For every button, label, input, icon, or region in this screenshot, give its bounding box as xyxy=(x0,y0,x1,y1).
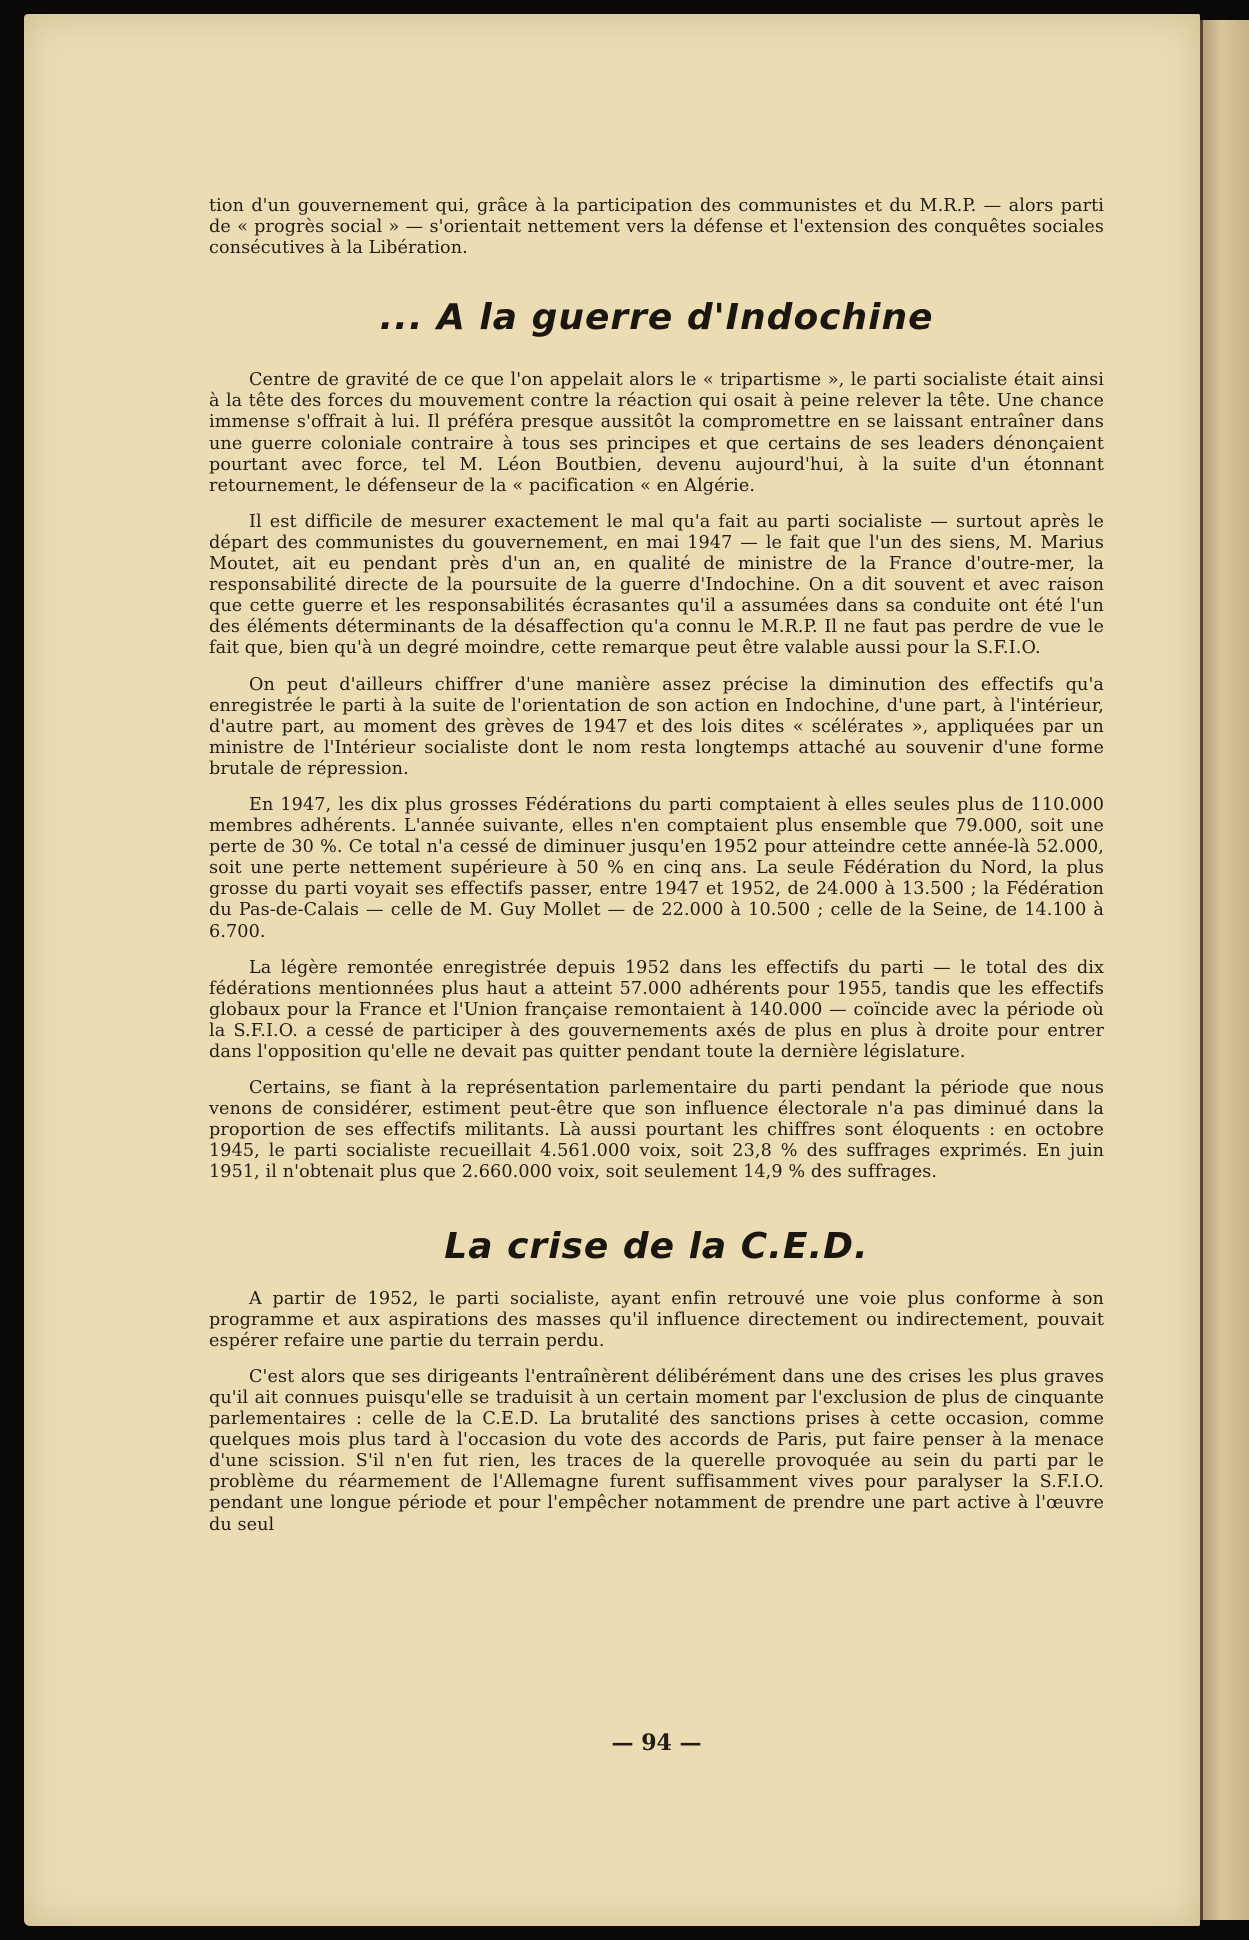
intro-paragraph: tion d'un gouvernement qui, grâce à la participation des communistes et du M.R.P. — alors parti de « progrès social » — s'orientait nettement vers la défense et l'extension des conquêtes sociales consécutives à la Libération. xyxy=(209,196,1104,259)
body-paragraph: La légère remontée enregistrée depuis 1952 dans les effectifs du parti — le total des dix fédérations mentionnées plus haut a atteint 57.000 adhérents pour 1955, tandis que les effectifs globaux pour la France et l'Union française remontaient à 140.000 — coïncide avec la période où la S.F.I.O. a cessé de participer à des gouvernements axés de plus en plus à droite pour entrer dans l'opposition qu'elle ne devait pas quitter pendant toute la dernière législature. xyxy=(209,957,1104,1062)
section-heading-ced: La crise de la C.E.D. xyxy=(444,1225,869,1267)
body-paragraph: C'est alors que ses dirigeants l'entraînèrent délibérément dans une des crises les plus graves qu'il ait connues puisqu'elle se traduisit à un certain moment par l'exclusion de plus de cinquante parlementaires : celle de la C.E.D. La brutalité des sanctions prises à cette occasion, comme quelques mois plus tard à l'occasion du vote des accords de Paris, put faire penser à la menace d'une scission. S'il n'en fut rien, les traces de la querelle provoquée au sein du parti par le problème du réarmement de l'Allemagne furent suffisamment vives pour paralyser la S.F.I.O. pendant une longue période et pour l'empêcher notamment de prendre une part active à l'œuvre du seul xyxy=(209,1366,1104,1535)
section-heading-indochine: ... A la guerre d'Indochine xyxy=(379,297,934,339)
body-paragraph: En 1947, les dix plus grosses Fédérations du parti comptaient à elles seules plus de 110.000 membres adhérents. L'année suivante, elles n'en comptaient plus ensemble que 79.000, soit une perte de 30 %. Ce total n'a cessé de diminuer jusqu'en 1952 pour atteindre cette année-là 52.000, soit une perte nettement supérieure à 50 % en cinq ans. La seule Fédération du Nord, la plus grosse du parti voyait ses effectifs passer, entre 1947 et 1952, de 24.000 à 13.500 ; la Fédération du Pas-de-Calais — celle de M. Guy Mollet — de 22.000 à 10.500 ; celle de la Seine, de 14.100 à 6.700. xyxy=(209,794,1104,942)
page-content xyxy=(209,196,1104,1756)
page-number: — 94 — xyxy=(611,1730,702,1756)
body-paragraph: Centre de gravité de ce que l'on appelait alors le « tripartisme », le parti socialiste était ainsi à la tête des forces du mouvement contre la réaction qui osait à peine relever la tête. Une chance immense s'offrait à lui. Il préféra presque aussitôt la compromettre en se laissant entraîner dans une guerre coloniale contraire à tous ses principes et que certains de ses leaders dénonçaient pourtant avec force, tel M. Léon Boutbien, devenu aujourd'hui, à la suite d'un étonnant retournement, le défenseur de la « pacification « en Algérie. xyxy=(209,370,1104,496)
body-paragraph: On peut d'ailleurs chiffrer d'une manière assez précise la diminution des effectifs qu'a enregistrée le parti à la suite de l'orientation de son action en Indochine, d'une part, à l'intérieur, d'autre part, au moment des grèves de 1947 et des lois dites « scélérates », appliquées par un ministre de l'Intérieur socialiste dont le nom resta longtemps attaché au souvenir d'une forme brutale de répression. xyxy=(209,674,1104,779)
body-paragraph: A partir de 1952, le parti socialiste, ayant enfin retrouvé une voie plus conforme à son programme et aux aspirations des masses qu'il influence directement ou indirectement, pouvait espérer refaire une partie du terrain perdu. xyxy=(209,1288,1104,1351)
body-paragraph: Il est difficile de mesurer exactement le mal qu'a fait au parti socialiste — surtout après le départ des communistes du gouvernement, en mai 1947 — le fait que l'un des siens, M. Marius Moutet, ait eu pendant près d'un an, en qualité de ministre de la France d'outre-mer, la responsabilité directe de la poursuite de la guerre d'Indochine. On a dit souvent et avec raison que cette guerre et les responsabilités écrasantes qu'il a assumées dans sa conduite ont été l'un des éléments déterminants de la désaffection qu'a connu le M.R.P. Il ne faut pas perdre de vue le fait que, bien qu'à un degré moindre, cette remarque peut être valable aussi pour la S.F.I.O. xyxy=(209,511,1104,659)
body-paragraph: Certains, se fiant à la représentation parlementaire du parti pendant la période que nous venons de considérer, estiment peut-être que son influence électorale n'a pas diminué dans la proportion de ses effectifs militants. Là aussi pourtant les chiffres sont éloquents : en octobre 1945, le parti socialiste recueillait 4.561.000 voix, soit 23,8 % des suffrages exprimés. En juin 1951, il n'obtenait plus que 2.660.000 voix, soit seulement 14,9 % des suffrages. xyxy=(209,1078,1104,1183)
book-spine xyxy=(1200,20,1249,1920)
